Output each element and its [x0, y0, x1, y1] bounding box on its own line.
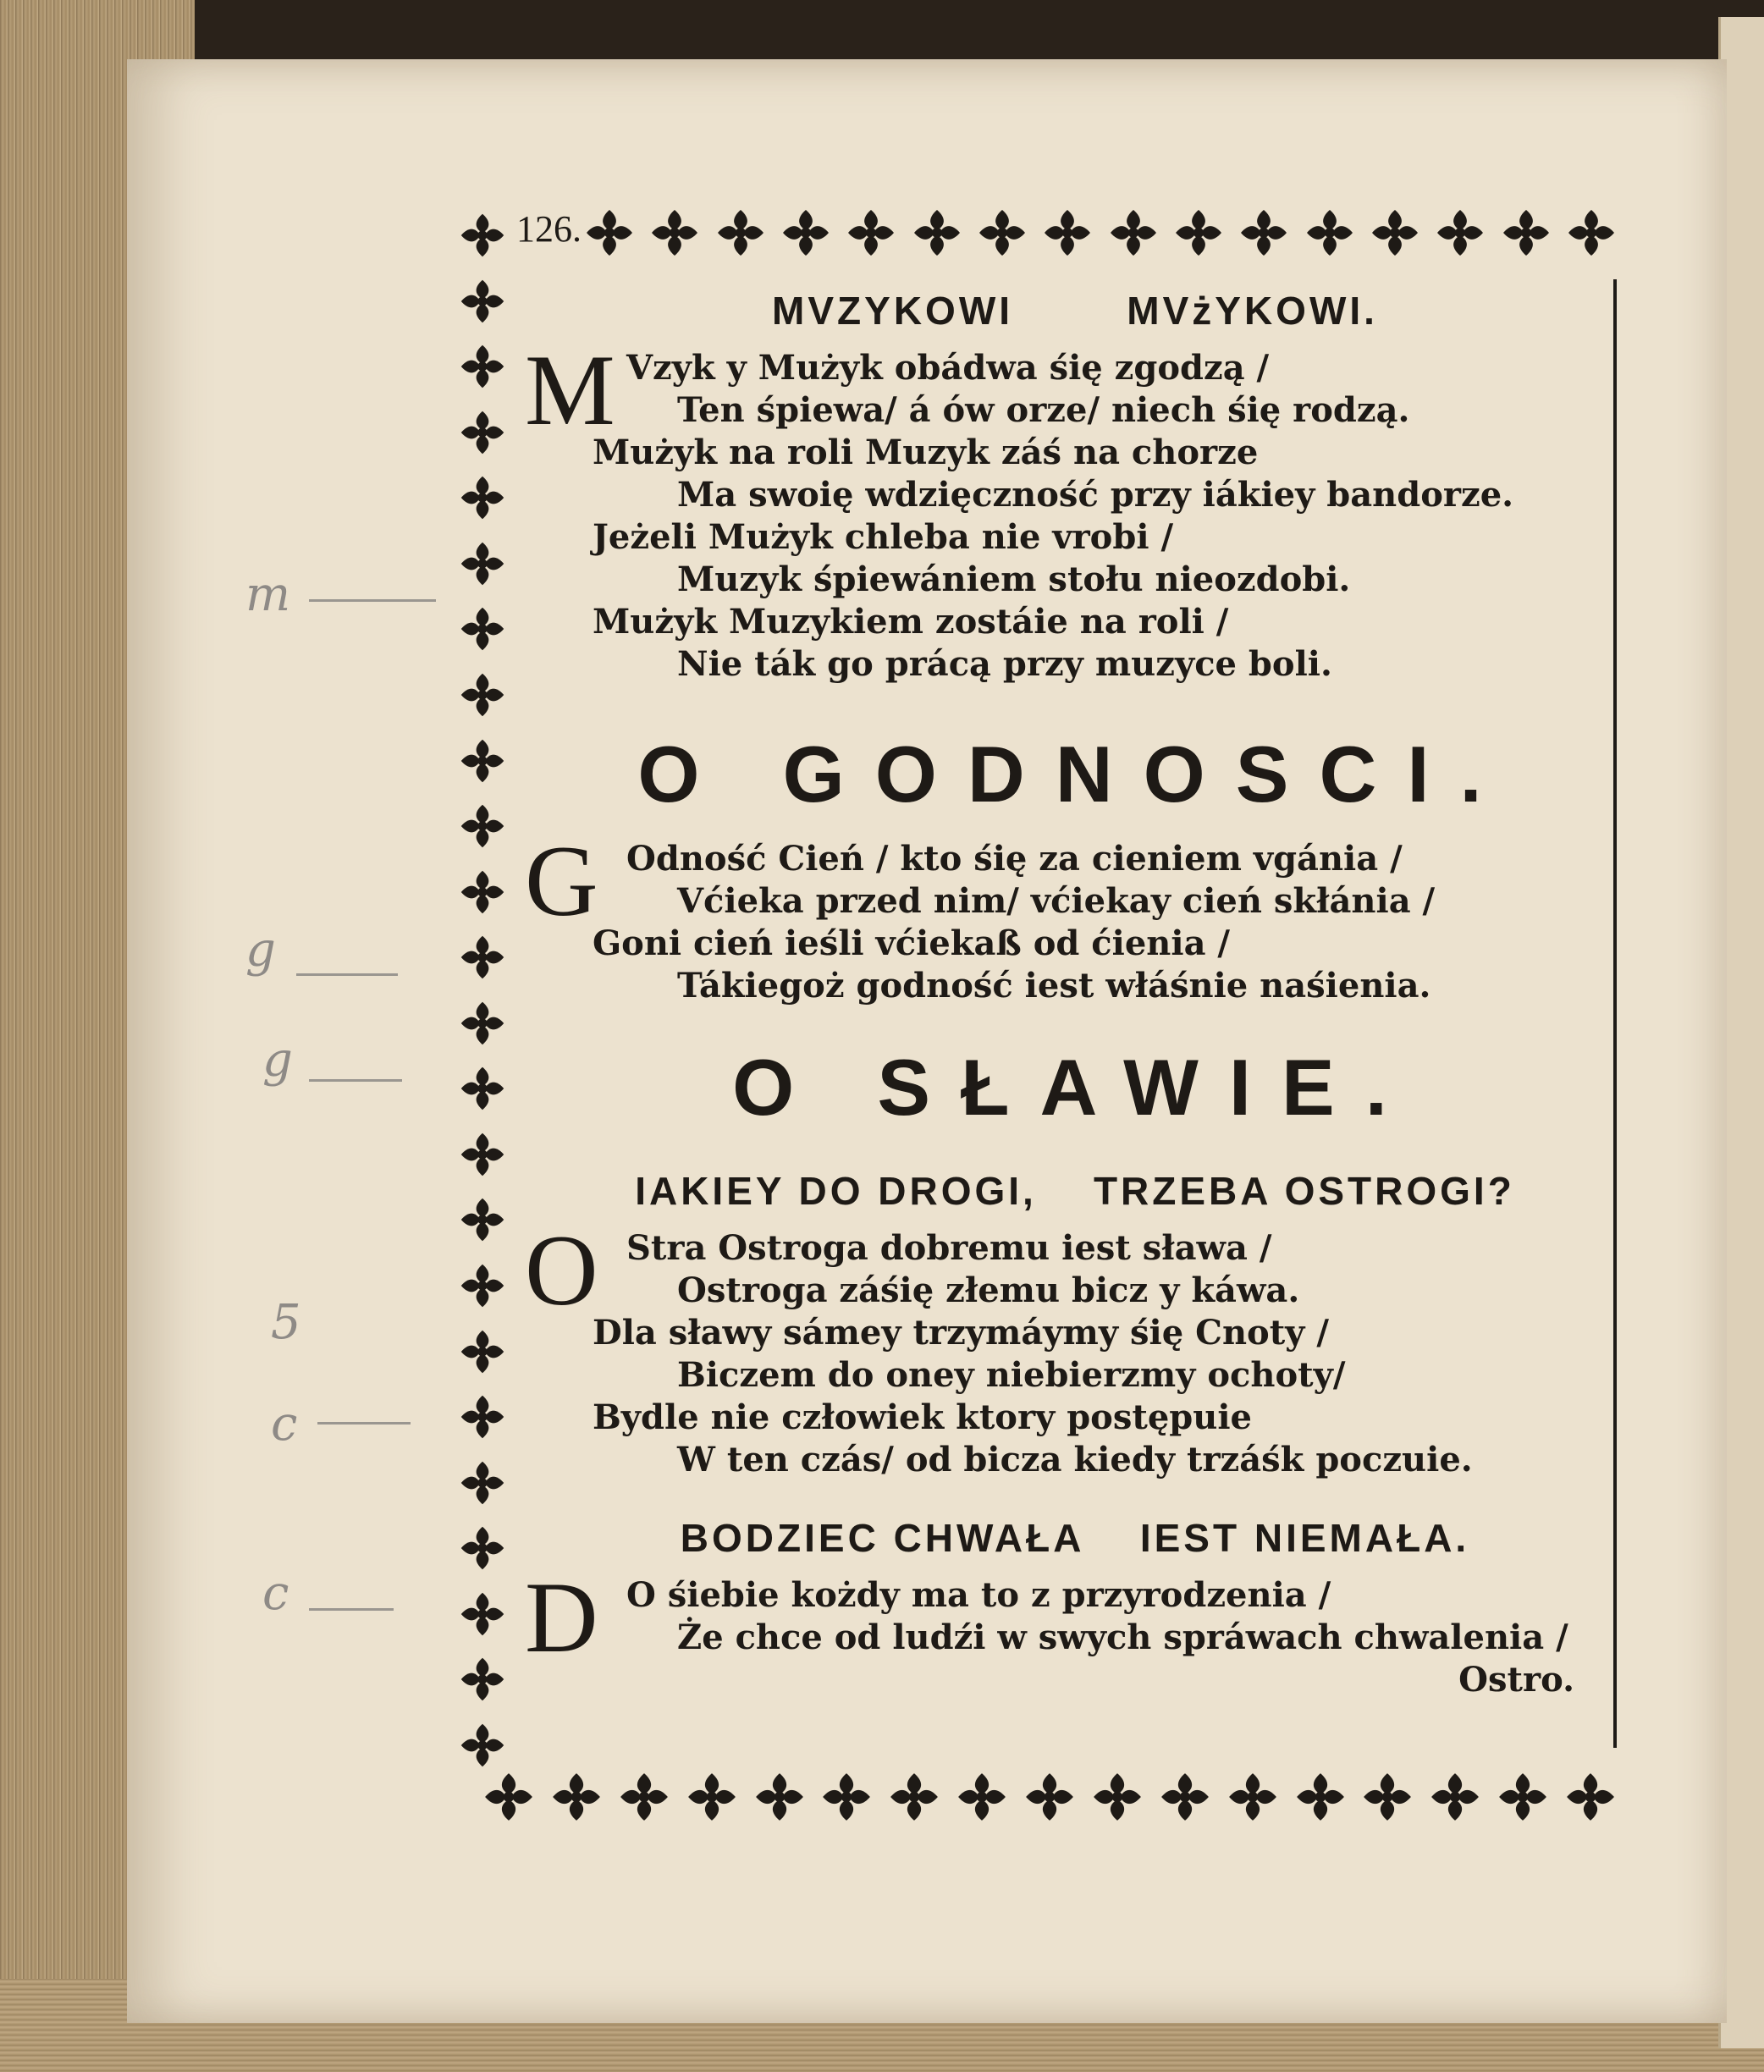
- fleuron-ornament: [649, 207, 700, 258]
- fleuron-ornament: [977, 207, 1028, 258]
- fleuron-ornament: [584, 207, 635, 258]
- poem-line: Ostroga záśię złemu bicz y káwa.: [677, 1270, 1300, 1310]
- fleuron-ornament: [1108, 207, 1159, 258]
- fleuron-ornament: [459, 737, 506, 785]
- fleuron-ornament: [459, 409, 506, 456]
- fleuron-ornament: [459, 1000, 506, 1047]
- section-heading: MVZYKOWI MVżYKOWI.: [772, 289, 1378, 333]
- poem: [525, 1214, 1617, 1481]
- fleuron-ornament: [459, 1590, 506, 1638]
- margin-note: g: [245, 923, 276, 978]
- fleuron-ornament: [1238, 207, 1289, 258]
- poem-line: Odność Cień / kto śię za cieniem vgánia /: [626, 839, 1403, 879]
- drop-cap: O: [525, 1214, 598, 1326]
- fleuron-ornament: [459, 1393, 506, 1441]
- page-number: 126.: [516, 208, 582, 250]
- fleuron-ornament: [1435, 207, 1486, 258]
- fleuron-ornament: [1566, 207, 1617, 258]
- drop-cap: G: [525, 824, 598, 937]
- fleuron-ornament: [1294, 1771, 1347, 1823]
- poem-line: Stra Ostroga dobremu iest sława /: [626, 1228, 1272, 1268]
- fleuron-ornament: [715, 207, 766, 258]
- ornament-border-bottom: [482, 1756, 1617, 1837]
- fleuron-ornament: [459, 1196, 506, 1243]
- drop-cap: M: [525, 333, 615, 446]
- drop-cap: D: [525, 1561, 598, 1673]
- fleuron-ornament: [1564, 1771, 1617, 1823]
- fleuron-ornament: [753, 1771, 806, 1823]
- fleuron-ornament: [459, 802, 506, 850]
- margin-note: c: [262, 1566, 289, 1621]
- text-block: [525, 288, 1617, 1701]
- margin-note: m: [245, 567, 291, 622]
- poem-line: Goni cień ieśli vćiekaß od ćienia /: [593, 923, 1231, 963]
- fleuron-ornament: [1159, 1771, 1211, 1823]
- fleuron-ornament: [1227, 1771, 1279, 1823]
- fleuron-ornament: [956, 1771, 1008, 1823]
- section-subheading: BODZIEC CHWAŁA IEST NIEMAŁA.: [680, 1516, 1470, 1560]
- fleuron-ornament: [459, 1656, 506, 1703]
- ornament-border-top: [584, 195, 1617, 271]
- fleuron-ornament: [1429, 1771, 1481, 1823]
- fleuron-ornament: [1304, 207, 1355, 258]
- pencil-mark: [309, 1608, 394, 1611]
- poem-line: Ten śpiewa/ á ów orze/ niech śię rodzą.: [677, 390, 1410, 430]
- fleuron-ornament: [482, 1771, 535, 1823]
- poem: [525, 333, 1617, 686]
- pencil-mark: [309, 1079, 402, 1082]
- catchword: Ostro.: [1458, 1660, 1574, 1700]
- poem-line: Jeżeli Mużyk chleba nie vrobi /: [593, 517, 1174, 557]
- fleuron-ornament: [459, 1131, 506, 1178]
- fleuron-ornament: [459, 343, 506, 390]
- poem-line: Że chce od ludźi w swych spráwach chwalenia /: [677, 1617, 1568, 1657]
- poem: [525, 1561, 1617, 1701]
- fleuron-ornament: [459, 1262, 506, 1309]
- fleuron-ornament: [459, 1328, 506, 1375]
- poem-line: Mużyk na roli Muzyk záś na chorze: [593, 433, 1259, 472]
- fleuron-ornament: [1042, 207, 1093, 258]
- poem-line: Bydle nie człowiek ktory postępuie: [593, 1397, 1253, 1437]
- pencil-mark: [296, 973, 398, 976]
- fleuron-ornament: [459, 1459, 506, 1507]
- poem-line: O śiebie kożdy ma to z przyrodzenia /: [626, 1575, 1331, 1615]
- poem-line: Vzyk y Mużyk obádwa śię zgodzą /: [626, 348, 1270, 388]
- fleuron-ornament: [1497, 1771, 1549, 1823]
- fleuron-ornament: [1173, 207, 1224, 258]
- margin-note: c: [271, 1397, 298, 1452]
- fleuron-ornament: [1091, 1771, 1144, 1823]
- poem-line: Mużyk Muzykiem zostáie na roli /: [593, 602, 1229, 642]
- fleuron-ornament: [459, 1524, 506, 1572]
- ornament-border-left: [449, 212, 516, 1769]
- poem: [525, 824, 1617, 1007]
- margin-note: g: [262, 1033, 293, 1088]
- fleuron-ornament: [1501, 207, 1552, 258]
- poem-line: Biczem do oney niebierzmy ochoty/: [677, 1355, 1346, 1395]
- fleuron-ornament: [686, 1771, 738, 1823]
- fleuron-ornament: [459, 671, 506, 719]
- fleuron-ornament: [459, 278, 506, 325]
- margin-note: 5: [271, 1295, 301, 1350]
- fleuron-ornament: [846, 207, 896, 258]
- poem-line: Nie ták go prácą przy muzyce boli.: [677, 644, 1332, 684]
- fleuron-ornament: [1361, 1771, 1414, 1823]
- poem-line: Dla sławy sámey trzymáymy śię Cnoty /: [593, 1313, 1329, 1353]
- fleuron-ornament: [459, 540, 506, 587]
- section-heading: O GODNOSCI.: [637, 730, 1513, 818]
- section-heading: O SŁAWIE.: [732, 1043, 1418, 1132]
- printed-frame: [449, 195, 1608, 1837]
- fleuron-ornament: [618, 1771, 670, 1823]
- pencil-mark: [309, 599, 436, 602]
- poem-line: Muzyk śpiewániem stołu nieozdobi.: [677, 559, 1351, 599]
- poem-line: W ten czás/ od bicza kiedy trzáśk poczuie.: [677, 1440, 1473, 1480]
- fleuron-ornament: [459, 212, 506, 259]
- fleuron-ornament: [459, 605, 506, 653]
- fleuron-ornament: [1023, 1771, 1076, 1823]
- section-subheading: IAKIEY DO DROGI, TRZEBA OSTROGI?: [635, 1169, 1515, 1213]
- poem-line: Tákiegoż godność iest włáśnie naśienia.: [677, 966, 1431, 1006]
- fleuron-ornament: [459, 868, 506, 916]
- fleuron-ornament: [459, 934, 506, 981]
- poem-line: Ma swoię wdzięczność przy iákiey bandorze.: [677, 475, 1514, 515]
- fleuron-ornament: [459, 1065, 506, 1112]
- poem-line: Vćieka przed nim/ vćiekay cień skłánia /: [677, 881, 1436, 921]
- fleuron-ornament: [912, 207, 962, 258]
- fleuron-ornament: [1370, 207, 1420, 258]
- fleuron-ornament: [459, 474, 506, 521]
- fleuron-ornament: [550, 1771, 603, 1823]
- fleuron-ornament: [888, 1771, 940, 1823]
- fleuron-ornament: [820, 1771, 873, 1823]
- pencil-mark: [317, 1422, 411, 1424]
- fleuron-ornament: [780, 207, 831, 258]
